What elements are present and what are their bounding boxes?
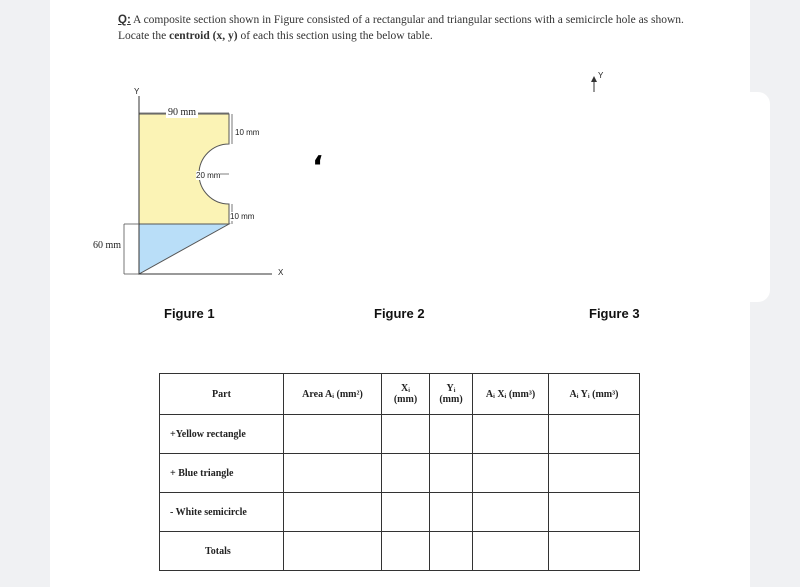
cell-axi[interactable] — [473, 454, 549, 493]
dim-10-bottom-label: 10 mm — [230, 212, 255, 221]
blue-triangle — [139, 224, 229, 274]
dim-90-label: 90 mm — [168, 107, 197, 118]
cell-area[interactable] — [284, 493, 382, 532]
cell-ayi[interactable] — [549, 532, 640, 571]
row-part-label: - White semicircle — [160, 493, 284, 532]
header-axi: Aᵢ Xᵢ (mm³) — [473, 374, 549, 415]
cell-area[interactable] — [284, 415, 382, 454]
figure-3-axis-arrow — [591, 76, 597, 82]
row-part-label: Totals — [160, 532, 284, 571]
header-yi: Yᵢ (mm) — [430, 374, 473, 415]
figure-3-y-label: Y — [598, 71, 604, 80]
centroid-term: centroid (x, y) — [169, 30, 238, 42]
figure-1-y-label: Y — [134, 87, 140, 96]
cell-xi[interactable] — [382, 493, 430, 532]
header-xi: Xᵢ (mm) — [382, 374, 430, 415]
yellow-rectangle — [139, 114, 229, 224]
cell-ayi[interactable] — [549, 454, 640, 493]
header-ayi: Aᵢ Yᵢ (mm³) — [549, 374, 640, 415]
cell-yi[interactable] — [430, 454, 473, 493]
cell-yi[interactable] — [430, 493, 473, 532]
cell-xi[interactable] — [382, 415, 430, 454]
cell-ayi[interactable] — [549, 415, 640, 454]
cell-ayi[interactable] — [549, 493, 640, 532]
figure-2-label: Figure 2 — [374, 306, 425, 321]
cell-xi[interactable] — [382, 532, 430, 571]
table-header-row — [160, 374, 640, 415]
cell-yi[interactable] — [430, 532, 473, 571]
figure-3-label: Figure 3 — [589, 306, 640, 321]
table-row — [160, 493, 640, 532]
header-area: Area Aᵢ (mm²) — [284, 374, 382, 415]
cell-xi[interactable] — [382, 454, 430, 493]
dim-60-label: 60 mm — [93, 240, 122, 251]
cell-axi[interactable] — [473, 415, 549, 454]
cell-area[interactable] — [284, 454, 382, 493]
cell-axi[interactable] — [473, 493, 549, 532]
figure-2-mark: ‘ — [312, 150, 324, 185]
question-text: Q: A composite section shown in Figure consisted of a rectangular and triangular sections with a semicircle hole as shown. Locate the centroid (x, y) of each this section using the below table. — [118, 14, 684, 42]
header-part: Part — [160, 374, 284, 415]
dim-10-top-label: 10 mm — [235, 128, 260, 137]
cell-area[interactable] — [284, 532, 382, 571]
cell-axi[interactable] — [473, 532, 549, 571]
question-label: Q: — [118, 14, 131, 26]
centroid-table — [159, 373, 640, 571]
figure-1-label: Figure 1 — [164, 306, 215, 321]
table-row — [160, 415, 640, 454]
table-row — [160, 454, 640, 493]
row-part-label: +Yellow rectangle — [160, 415, 284, 454]
cell-yi[interactable] — [430, 415, 473, 454]
table-row — [160, 532, 640, 571]
row-part-label: + Blue triangle — [160, 454, 284, 493]
dim-20-label: 20 mm — [196, 171, 221, 180]
figure-1-x-label: X — [278, 268, 284, 277]
